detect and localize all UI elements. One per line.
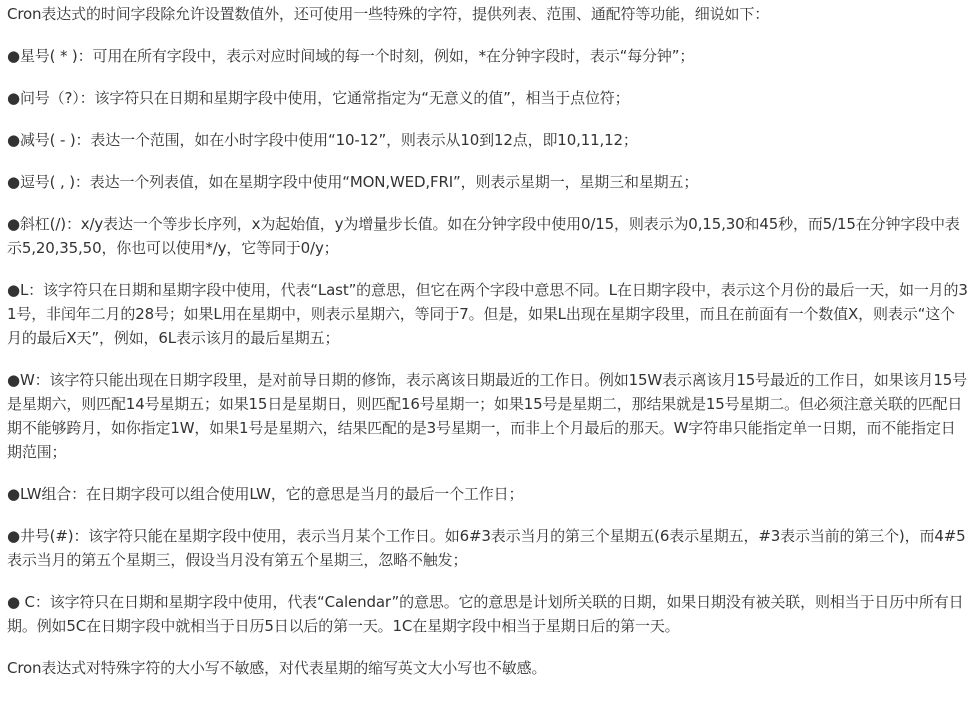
intro-paragraph: Cron表达式的时间字段除允许设置数值外，还可使用一些特殊的字符，提供列表、范围、通配符等功能，细说如下： <box>7 5 770 23</box>
item-lw: ●LW组合：在日期字段可以组合使用LW，它的意思是当月的最后一个工作日； <box>7 485 524 503</box>
item-c: ● C：该字符只在日期和星期字段中使用，代表“Calendar”的意思。它的意思是计划所关联的日期，如果日期没有被关联，则相当于日历中所有日期。例如5C在日期字段中就相当于日历5日以后的第一天。1C在星期字段中相当于星期日后的第一天。 <box>7 593 964 635</box>
item-asterisk: ●星号( * )：可用在所有字段中，表示对应时间域的每一个时刻，例如，*在分钟字段时，表示“每分钟”； <box>7 47 695 65</box>
item-w: ●W：该字符只能出现在日期字段里，是对前导日期的修饰，表示离该日期最近的工作日。例如15W表示离该月15号最近的工作日，如果该月15号是星期六，则匹配14号星期五；如果15日是星期日，则匹配16号星期一；如果15号是星期二，那结果就是15号星期二。但必须注意关联的匹配日期不能够跨月，如你指定1W，如果1号是星期六，结果匹配的是3号星期一，而非上个月最后的那天。W字符串只能指定单一日期，而不能指定日期范围； <box>7 371 967 461</box>
conclusion-paragraph: Cron表达式对特殊字符的大小写不敏感，对代表星期的缩写英文大小写也不敏感。 <box>7 659 547 677</box>
item-l: ●L：该字符只在日期和星期字段中使用，代表“Last”的意思，但它在两个字段中意思不同。L在日期字段中，表示这个月份的最后一天，如一月的31号，非闰年二月的28号；如果L用在星期中，则表示星期六，等同于7。但是，如果L出现在星期字段里，而且在前面有一个数值X，则表示“这个月的最后X天”，例如，6L表示该月的最后星期五； <box>7 281 968 347</box>
item-hyphen: ●减号( - )：表达一个范围，如在小时字段中使用“10-12”，则表示从10到12点，即10,11,12； <box>7 131 638 149</box>
item-hash: ●井号(#)：该字符只能在星期字段中使用，表示当月某个工作日。如6#3表示当月的第三个星期五(6表示星期五，#3表示当前的第三个)，而4#5表示当月的第五个星期三，假设当月没有第五个星期三，忽略不触发； <box>7 527 966 569</box>
item-question-mark: ●问号（?）：该字符只在日期和星期字段中使用，它通常指定为“无意义的值”，相当于点位符； <box>7 89 630 107</box>
item-slash: ●斜杠(/)：x/y表达一个等步长序列，x为起始值，y为增量步长值。如在分钟字段中使用0/15，则表示为0,15,30和45秒，而5/15在分钟字段中表示5,20,35,50，你也可以使用*/y，它等同于0/y； <box>7 215 960 257</box>
item-comma: ●逗号( , )：表达一个列表值，如在星期字段中使用“MON,WED,FRI”，则表示星期一，星期三和星期五； <box>7 173 699 191</box>
